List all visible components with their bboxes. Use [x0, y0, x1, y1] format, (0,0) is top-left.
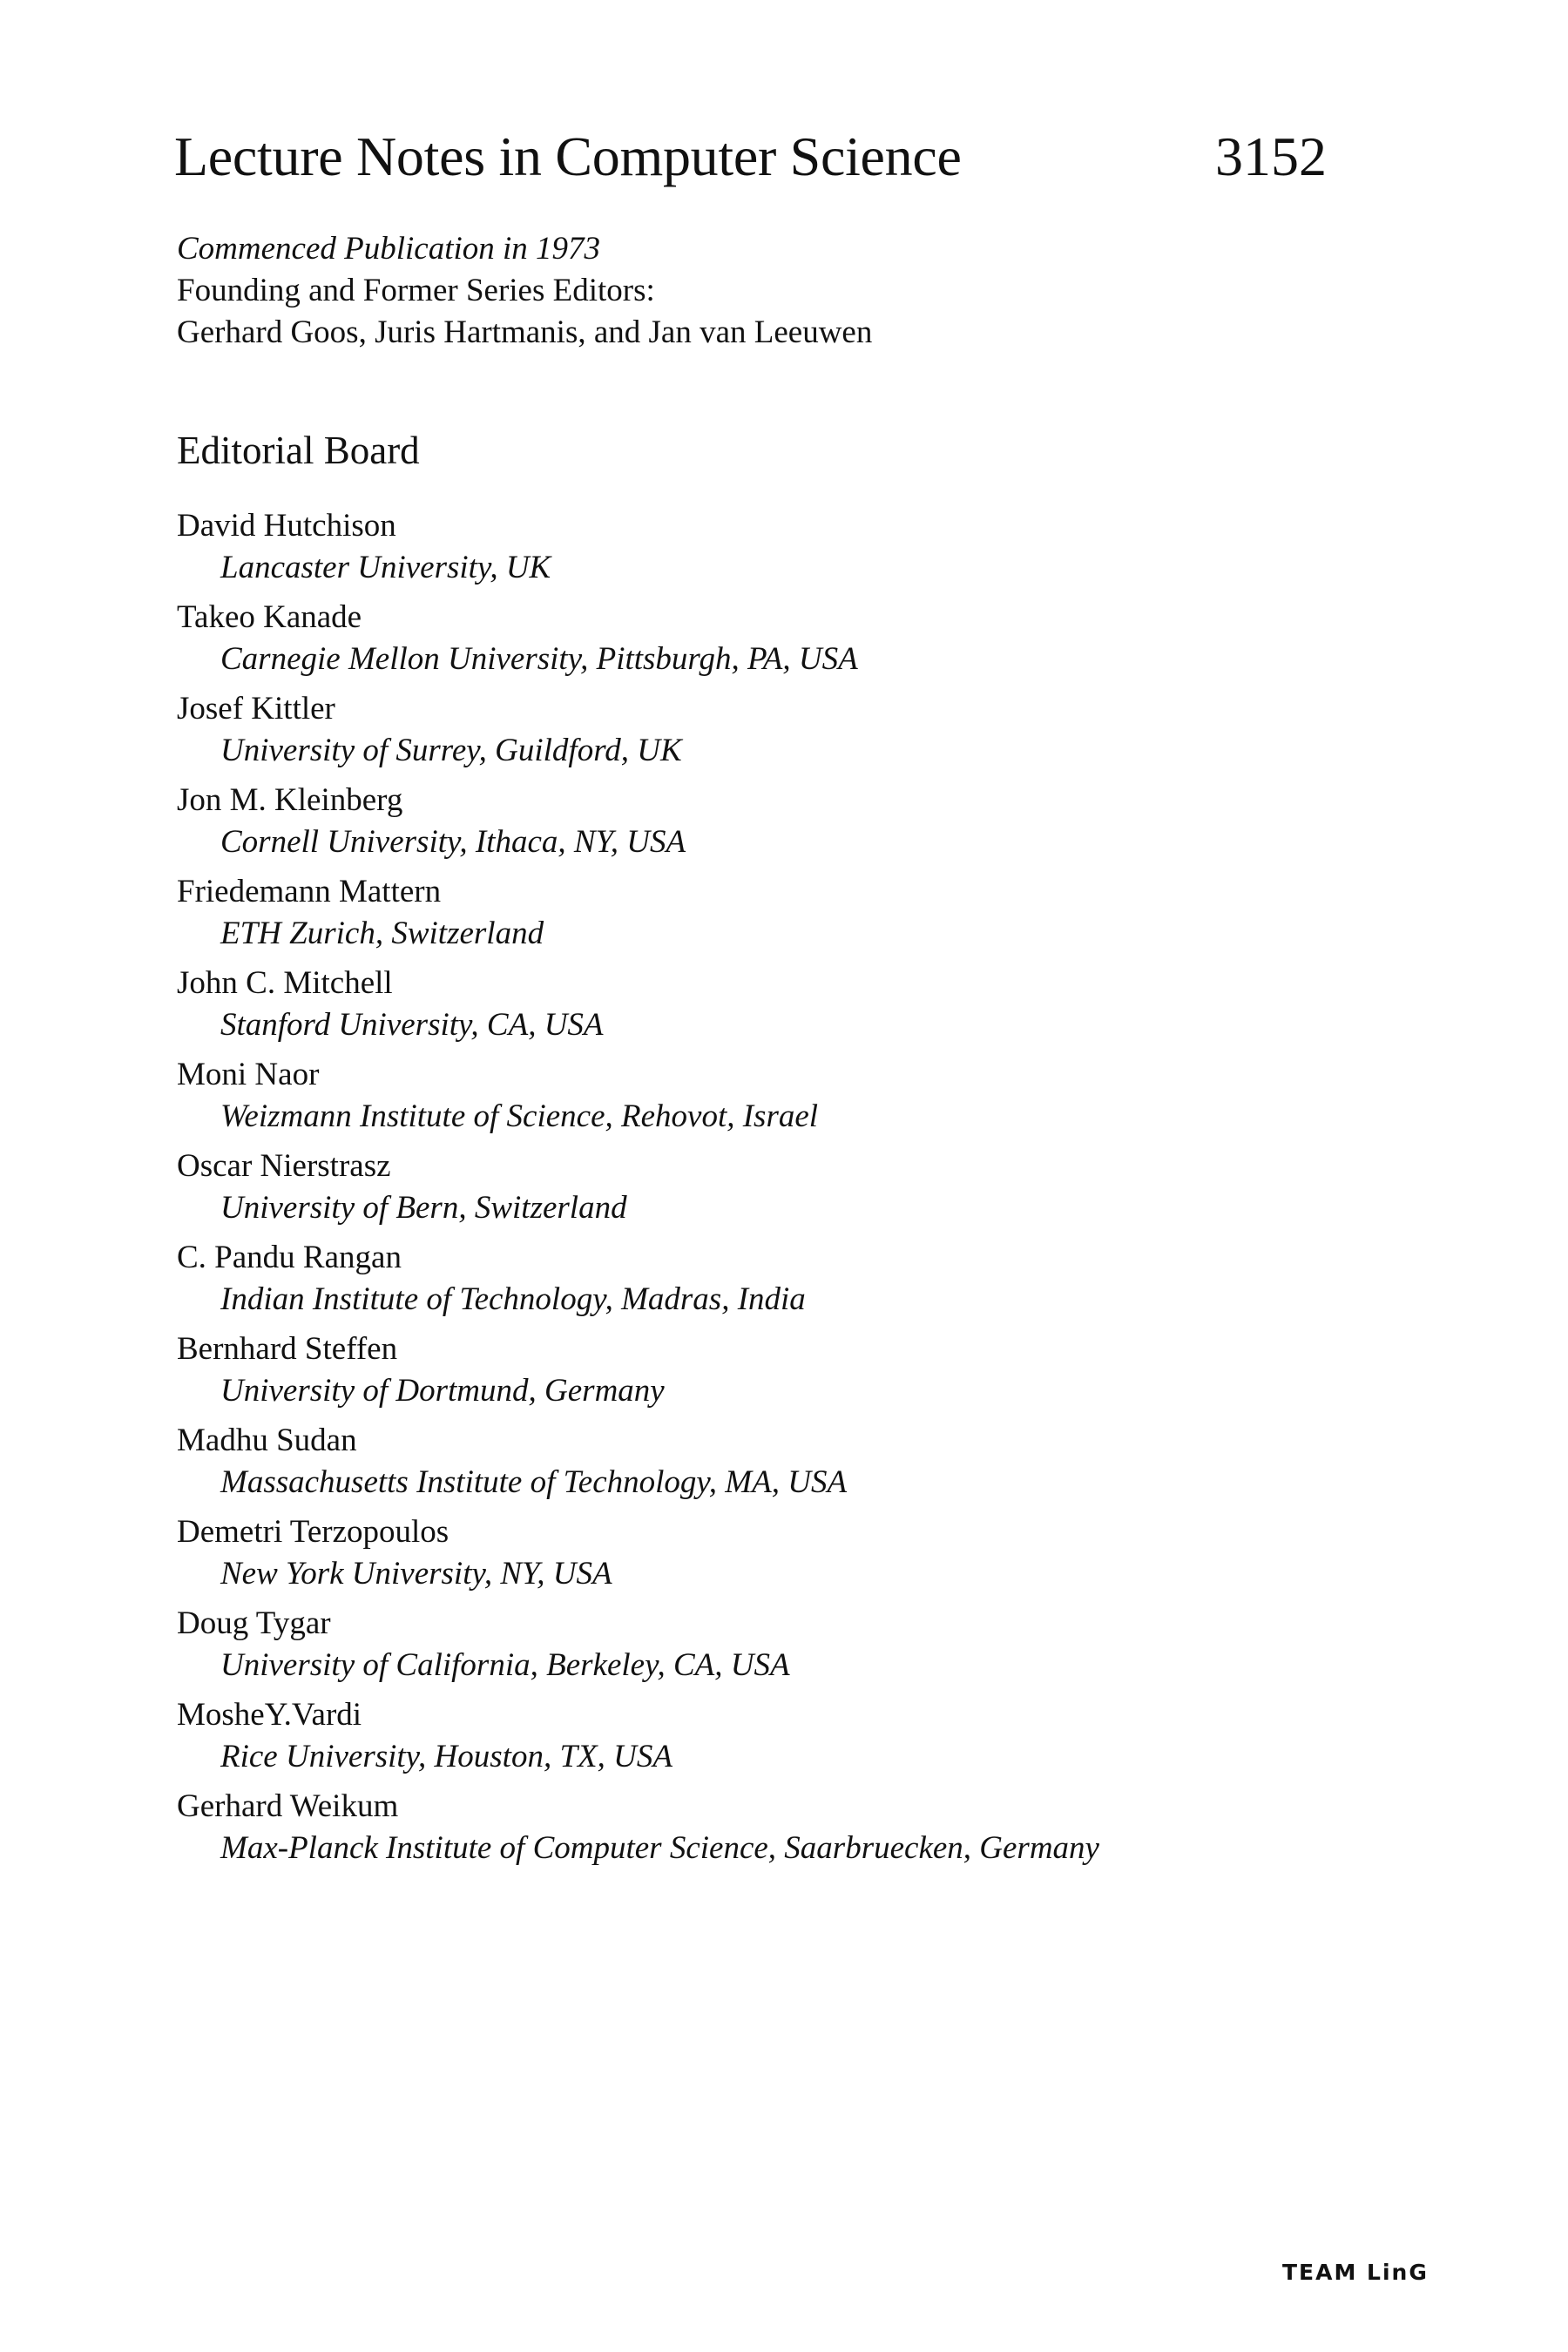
series-title: Lecture Notes in Computer Science: [174, 125, 962, 187]
member-affiliation: Stanford University, CA, USA: [220, 1007, 604, 1043]
member-name: Moni Naor: [177, 1057, 320, 1092]
board-member: [177, 1694, 1099, 1786]
member-name: Doug Tygar: [177, 1605, 331, 1641]
series-intro: [177, 228, 872, 354]
member-name: David Hutchison: [177, 508, 396, 544]
editorial-board-list: [177, 505, 1099, 1877]
member-name: Josef Kittler: [177, 691, 335, 727]
member-affiliation: Indian Institute of Technology, Madras, India: [220, 1281, 806, 1317]
member-affiliation: Carnegie Mellon University, Pittsburgh, PA, USA: [220, 641, 858, 677]
board-member: [177, 871, 1099, 963]
member-affiliation: New York University, NY, USA: [220, 1556, 612, 1592]
founding-editors-names: Gerhard Goos, Juris Hartmanis, and Jan van Leeuwen: [177, 314, 873, 350]
member-name: Oscar Nierstrasz: [177, 1148, 391, 1184]
founding-editors-label: Founding and Former Series Editors:: [177, 273, 655, 308]
member-affiliation: Lancaster University, UK: [220, 550, 551, 585]
member-name: Takeo Kanade: [177, 599, 362, 635]
member-affiliation: University of California, Berkeley, CA, USA: [220, 1647, 790, 1683]
board-member: [177, 1786, 1099, 1877]
member-affiliation: ETH Zurich, Switzerland: [220, 916, 544, 951]
board-member: [177, 597, 1099, 688]
commenced-publication: Commenced Publication in 1973: [177, 231, 601, 267]
board-member: [177, 780, 1099, 871]
member-affiliation: University of Surrey, Guildford, UK: [220, 733, 682, 768]
member-name: John C. Mitchell: [177, 965, 393, 1001]
member-affiliation: Cornell University, Ithaca, NY, USA: [220, 824, 686, 860]
member-affiliation: Rice University, Houston, TX, USA: [220, 1739, 672, 1774]
board-member: [177, 963, 1099, 1054]
board-member: [177, 1603, 1099, 1694]
member-name: Friedemann Mattern: [177, 874, 442, 909]
board-member: [177, 1146, 1099, 1237]
board-member: [177, 688, 1099, 780]
member-name: Demetri Terzopoulos: [177, 1514, 449, 1550]
member-affiliation: Massachusetts Institute of Technology, MA, USA: [220, 1464, 848, 1500]
board-member: [177, 1511, 1099, 1603]
member-affiliation: University of Dortmund, Germany: [220, 1373, 665, 1409]
member-name: C. Pandu Rangan: [177, 1240, 402, 1275]
member-name: MosheY.Vardi: [177, 1697, 362, 1733]
board-member: [177, 1054, 1099, 1146]
volume-number: 3152: [1215, 125, 1327, 187]
editorial-board-heading: Editorial Board: [177, 429, 420, 472]
board-member: [177, 1237, 1099, 1328]
member-affiliation: Max-Planck Institute of Computer Science, Saarbruecken, Germany: [220, 1830, 1099, 1866]
member-name: Madhu Sudan: [177, 1423, 357, 1458]
member-name: Jon M. Kleinberg: [177, 782, 403, 818]
member-name: Bernhard Steffen: [177, 1331, 398, 1367]
board-member: [177, 1420, 1099, 1511]
board-member: [177, 1328, 1099, 1420]
board-member: [177, 505, 1099, 597]
team-ling-watermark: TEAM LinG: [1282, 2260, 1429, 2285]
member-affiliation: University of Bern, Switzerland: [220, 1190, 627, 1226]
member-affiliation: Weizmann Institute of Science, Rehovot, Israel: [220, 1098, 819, 1134]
member-name: Gerhard Weikum: [177, 1788, 399, 1824]
